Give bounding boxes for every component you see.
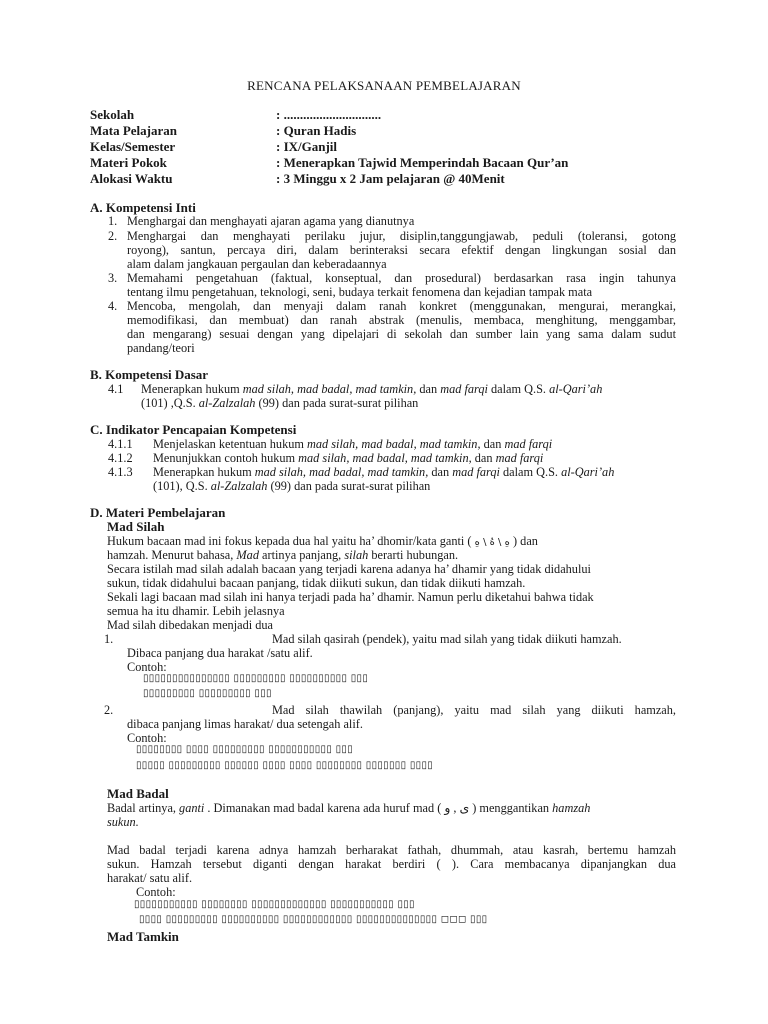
document-title: RENCANA PELAKSANAAN PEMBELAJARAN: [247, 78, 521, 93]
mad-badal-p2-line: harakat/ satu alif.: [107, 871, 193, 885]
mad-silah-item-2-line-2: dibaca panjang limas harakat/ dua setengah alif.: [127, 717, 363, 731]
arabic-example: ▯▯▯▯ ▯▯▯▯▯▯▯▯▯ ▯▯▯▯▯▯▯▯▯▯ ▯▯▯▯▯▯▯▯▯▯▯▯ ▯▯▯▯▯▯▯▯▯▯▯▯▯▯ ◻◻◻ ▯▯▯: [139, 914, 488, 925]
ipk-num-1: 4.1.1: [108, 437, 133, 451]
mad-silah-heading: Mad Silah: [107, 519, 165, 534]
mad-silah-item-1-line-1: Mad silah qasirah (pendek), yaitu mad silah yang tidak diikuti hamzah.: [272, 632, 622, 646]
meta-row-school: Sekolah : ..............................: [90, 107, 382, 122]
mad-silah-p3-line: semua ha itu dhamir. Lebih jelasnya: [107, 604, 285, 618]
mad-tamkin-heading: Mad Tamkin: [107, 929, 179, 944]
mad-silah-p4: Mad silah dibedakan menjadi dua: [107, 618, 273, 632]
section-c-heading: C. Indikator Pencapaian Kompetensi: [90, 422, 297, 437]
mad-badal-p1-line-2: sukun.: [107, 815, 139, 829]
ki-item-2-line: alam dalam jangkauan pergaulan dan keberadaannya: [127, 257, 387, 271]
ha-dhamir-arabic: هِ \ هُ \ هِ: [471, 537, 514, 548]
mad-badal-p2-line: sukun. Hamzah tersebut diganti dengan harakat berdiri ( ). Cara membacanya dipanjangkan dua: [107, 857, 676, 871]
ki-num-3: 3.: [108, 271, 118, 285]
ki-num-4: 4.: [108, 299, 118, 313]
contoh-label: Contoh:: [127, 731, 167, 745]
kd-line-1: Menerapkan hukum mad silah, mad badal, mad tamkin, dan mad farqi dalam Q.S. al-Qari’ah: [141, 382, 603, 396]
kd-num: 4.1: [108, 382, 124, 396]
ipk-num-2: 4.1.2: [108, 451, 133, 465]
arabic-example: ▯▯▯▯▯▯▯▯ ▯▯▯▯ ▯▯▯▯▯▯▯▯▯ ▯▯▯▯▯▯▯▯▯▯▯ ▯▯▯: [136, 744, 354, 755]
mad-badal-p1-line-1: Badal artinya, ganti . Dimanakan mad badal karena ada huruf mad ( ى , و ) menggantikan hamzah: [107, 801, 591, 815]
arabic-example: ▯▯▯▯▯ ▯▯▯▯▯▯▯▯▯ ▯▯▯▯▯▯ ▯▯▯▯ ▯▯▯▯ ▯▯▯▯▯▯▯▯ ▯▯▯▯▯▯▯ ▯▯▯▯: [136, 760, 434, 771]
ipk-item-2: Menunjukkan contoh hukum mad silah, mad badal, mad tamkin, dan mad farqi: [153, 451, 544, 465]
identity-table: [90, 107, 568, 187]
mad-silah-p1-line-2: hamzah. Menurut bahasa, Mad artinya panjang, silah berarti hubungan.: [107, 548, 459, 562]
contoh-label: Contoh:: [127, 660, 167, 674]
ki-num-2: 2.: [108, 229, 118, 243]
mad-silah-p3-line: Sekali lagi bacaan mad silah ini hanya terjadi pada ha’ dhamir. Namun perlu diketahui bahwa tidak: [107, 590, 594, 604]
mad-silah-p2-line: Secara istilah mad silah adalah bacaan yang terjadi karena adanya ha’ dhamir yang tidak didahului: [107, 562, 591, 576]
ki-item-2-line: Menghargai dan menghayati perilaku jujur, disiplin,tanggungjawab, peduli (toleransi, gotong: [127, 229, 676, 243]
mad-silah-item-1-line-2: Dibaca panjang dua harakat /satu alif.: [127, 646, 313, 660]
ipk-num-3: 4.1.3: [108, 465, 133, 479]
arabic-example: ▯▯▯▯▯▯▯▯▯▯▯▯▯▯▯ ▯▯▯▯▯▯▯▯▯ ▯▯▯▯▯▯▯▯▯▯ ▯▯▯: [143, 673, 369, 684]
ki-item-4-line: pandang/teori: [127, 341, 195, 355]
meta-row-subject: Mata Pelajaran : Quran Hadis: [90, 123, 357, 138]
ki-item-1-line: Menghargai dan menghayati ajaran agama yang dianutnya: [127, 214, 415, 228]
ki-item-3-line: tentang ilmu pengetahuan, teknologi, seni, budaya terkait fenomena dan kejadian tampak mata: [127, 285, 593, 299]
mad-silah-item-2-num: 2.: [104, 703, 114, 717]
meta-row-topic: Materi Pokok : Menerapkan Tajwid Memperindah Bacaan Qur’an: [90, 155, 569, 170]
ki-item-4-line: Mencoba, mengolah, dan menyaji dalam ranah konkret (menggunakan, mengurai, merangkai,: [127, 299, 676, 313]
contoh-label: Contoh:: [136, 885, 176, 899]
section-d-heading: D. Materi Pembelajaran: [90, 505, 226, 520]
ki-item-3-line: Memahami pengetahuan (faktual, konseptual, dan prosedural) berdasarkan rasa ingin tahunya: [127, 271, 676, 285]
ki-item-4-line: memodifikasi, dan membuat) dan ranah abstrak (menulis, membaca, menghitung, menggambar,: [127, 313, 676, 327]
arabic-example: ▯▯▯▯▯▯▯▯▯ ▯▯▯▯▯▯▯▯▯ ▯▯▯: [143, 688, 272, 699]
section-b-heading: B. Kompetensi Dasar: [90, 367, 209, 382]
mad-badal-p2-line: Mad badal terjadi karena adnya hamzah berharakat fathah, dhummah, atau kasrah, bertemu hamzah: [107, 843, 676, 857]
ki-item-4-line: dan mengarang) sesuai dengan yang dipelajari di sekolah dan sumber lain yang sama dalam sudut: [127, 327, 676, 341]
section-a-heading: A. Kompetensi Inti: [90, 200, 196, 215]
arabic-example: ▯▯▯▯▯▯▯▯▯▯▯ ▯▯▯▯▯▯▯▯ ▯▯▯▯▯▯▯▯▯▯▯▯▯ ▯▯▯▯▯▯▯▯▯▯▯ ▯▯▯: [134, 899, 415, 910]
ki-num-1: 1.: [108, 214, 118, 228]
mad-silah-p1-line-1: Hukum bacaan mad ini fokus kepada dua hal yaitu ha’ dhomir/kata ganti ( هِ \ هُ \ هِ ) dan: [107, 534, 538, 548]
ipk-item-3-line-2: (101), Q.S. al-Zalzalah (99) dan pada surat-surat pilihan: [153, 479, 431, 493]
meta-row-class: Kelas/Semester : IX/Ganjil: [90, 139, 338, 154]
mad-silah-p2-line: sukun, tidak didahului bacaan panjang, tidak diikuti sukun, dan tidak diikuti hamzah.: [107, 576, 526, 590]
mad-silah-item-1-num: 1.: [104, 632, 114, 646]
mad-badal-heading: Mad Badal: [107, 786, 169, 801]
mad-silah-item-2-line-1: Mad silah thawilah (panjang), yaitu mad silah yang diikuti hamzah,: [272, 703, 676, 717]
ki-item-2-line: royong), santun, percaya diri, dalam berinteraksi secara efektif dengan lingkungan sosial dan: [127, 243, 676, 257]
ipk-item-3: Menerapkan hukum mad silah, mad badal, mad tamkin, dan mad farqi dalam Q.S. al-Qari’ah: [153, 465, 615, 479]
kd-line-2: (101) ,Q.S. al-Zalzalah (99) dan pada surat-surat pilihan: [141, 396, 419, 410]
meta-row-time: Alokasi Waktu : 3 Minggu x 2 Jam pelajaran @ 40Menit: [90, 171, 505, 186]
ipk-item-1: Menjelaskan ketentuan hukum mad silah, mad badal, mad tamkin, dan mad farqi: [153, 437, 553, 451]
